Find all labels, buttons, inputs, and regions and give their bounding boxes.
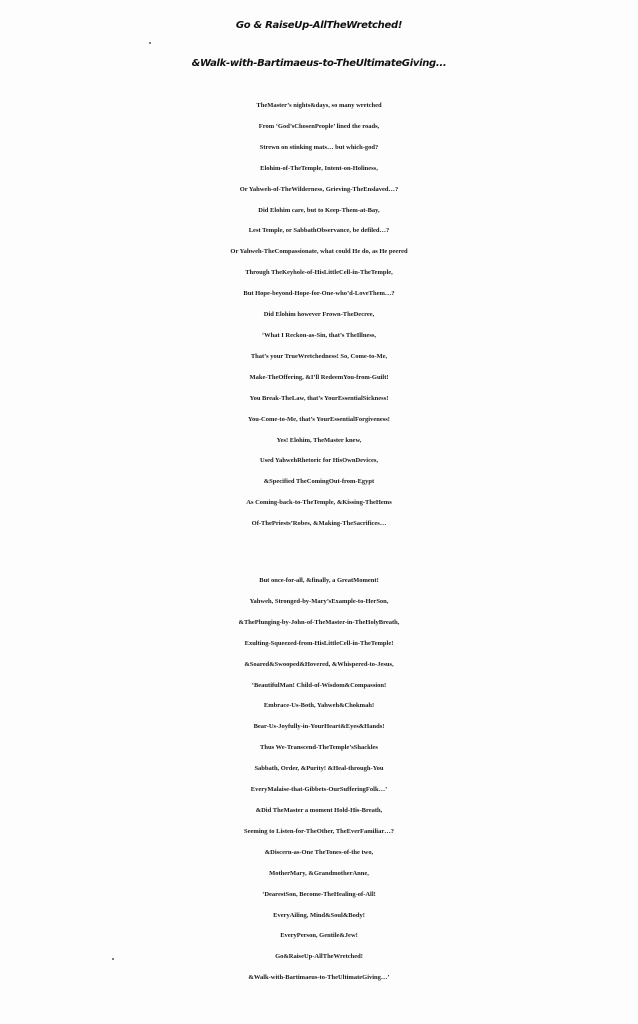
poem-line: As Coming-back-to-TheTemple, &Kissing-TheHems (246, 499, 392, 507)
poem-stanza-1 (0, 96, 638, 535)
poem-line: ‘What I Reckon-as-Sin, that’s TheIllness, (261, 331, 377, 339)
poem-line: That’s your TrueWretchedness! So, Come-to-Me, (250, 352, 388, 360)
poem-line: But once-for-all, &finally, a GreatMoment! (259, 577, 379, 584)
poem-line: &Discern-as-One TheTones-of-the two, (264, 848, 374, 856)
poem-line: ‘DearestSon, Become-TheHealing-of-All! (262, 890, 376, 898)
poem-title-line-2: &Walk-with-Bartimaeus-to-TheUltimateGiving... (191, 58, 447, 69)
poem-line: Seeming to Listen-for-TheOther, TheEverFamiliar…? (244, 827, 394, 835)
poem-line: Or Yahweh-of-TheWilderness, Grieving-TheEnslaved…? (239, 185, 399, 193)
poem-line: Make-TheOffering, &I’ll RedeemYou-from-Guilt! (249, 373, 389, 381)
poem-line: Thus We-Transcend-TheTemple’sShackles (260, 744, 378, 752)
poem-line: Yes! Elohim, TheMaster knew, (276, 436, 362, 444)
poem-line: Did Elohim however Frown-TheDecree, (263, 311, 375, 319)
poem-line: &Specified TheComingOut-from-Egypt (263, 478, 375, 486)
scan-speck (149, 42, 151, 44)
poem-line: MotherMary, &GrandmotherAnne, (269, 869, 369, 877)
poem-line: &Walk-with-Bartimaeus-to-TheUltimateGiving…’ (248, 974, 390, 982)
poem-line: ‘BeautifulMan! Child-of-Wisdom&Compassion! (251, 681, 387, 689)
poem-line: &ThePlunging-by-John-of-TheMaster-in-TheHolyBreath, (238, 618, 400, 626)
poem-line: Or Yahweh-TheCompassionate, what could He do, as He peered (230, 248, 408, 256)
poem-line: Strewn on stinking mats… but which-god? (259, 143, 379, 151)
poem-line: EveryPerson, Gentile&Jew! (280, 932, 358, 940)
poem-line: Through TheKeyhole-of-HisLittleCell-in-TheTemple, (245, 269, 393, 277)
poem-line: Sabbath, Order, &Purity! &Heal-through-You (254, 765, 384, 773)
poem-stanza-2 (0, 571, 638, 989)
poem-line: EveryMalaise-that-Gibbets-OurSufferingFolk…’ (250, 786, 388, 794)
poem-title-line-1: Go & RaiseUp-AllTheWretched! (235, 20, 403, 31)
poem-line: EveryAiling, Mind&Soul&Body! (273, 911, 365, 919)
poem-line: TheMaster’s nights&days, so many wretched (256, 102, 382, 109)
poem-line: Yahweh, Stronged-by-Mary’sExample-to-HerSon, (249, 597, 389, 605)
poem-line: &Soared&Swooped&Hovered, &Whispered-to-Jesus, (244, 660, 394, 668)
poem-line: Bear-Us-Joyfully-in-YourHeart&Eyes&Hands! (253, 723, 385, 731)
poem-line: You Break-TheLaw, that’s YourEssentialSickness! (249, 394, 389, 402)
poem-line: &Did TheMaster a moment Hold-His-Breath, (255, 806, 383, 814)
poem-line: Go&RaiseUp-AllTheWretched! (275, 953, 363, 961)
poem-line: From ‘God’sChosenPeople’ lined the roads, (258, 122, 380, 130)
poem-line: Did Elohim care, but to Keep-Them-at-Bay, (258, 206, 380, 214)
poem-line: Exulting-Squeezed-from-HisLittleCell-in-TheTemple! (244, 639, 394, 647)
poem-line: Elohim-of-TheTemple, Intent-on-Holiness, (260, 164, 378, 172)
scan-speck (112, 958, 114, 960)
poem-line: Of-ThePriests’Robes, &Making-TheSacrifices… (251, 520, 387, 528)
poem-line: Lest Temple, or SabbathObservance, be defiled…? (248, 227, 390, 235)
poem-line: Used YahwehRhetoric for HisOwnDevices, (259, 457, 379, 465)
poem-line: But Hope-beyond-Hope-for-One-who’d-LoveThem…? (243, 290, 395, 298)
poem-line: You-Come-to-Me, that’s YourEssentialForgiveness! (248, 415, 390, 423)
poem-line: Embrace-Us-Both, Yahweh&Chokmah! (263, 702, 375, 710)
